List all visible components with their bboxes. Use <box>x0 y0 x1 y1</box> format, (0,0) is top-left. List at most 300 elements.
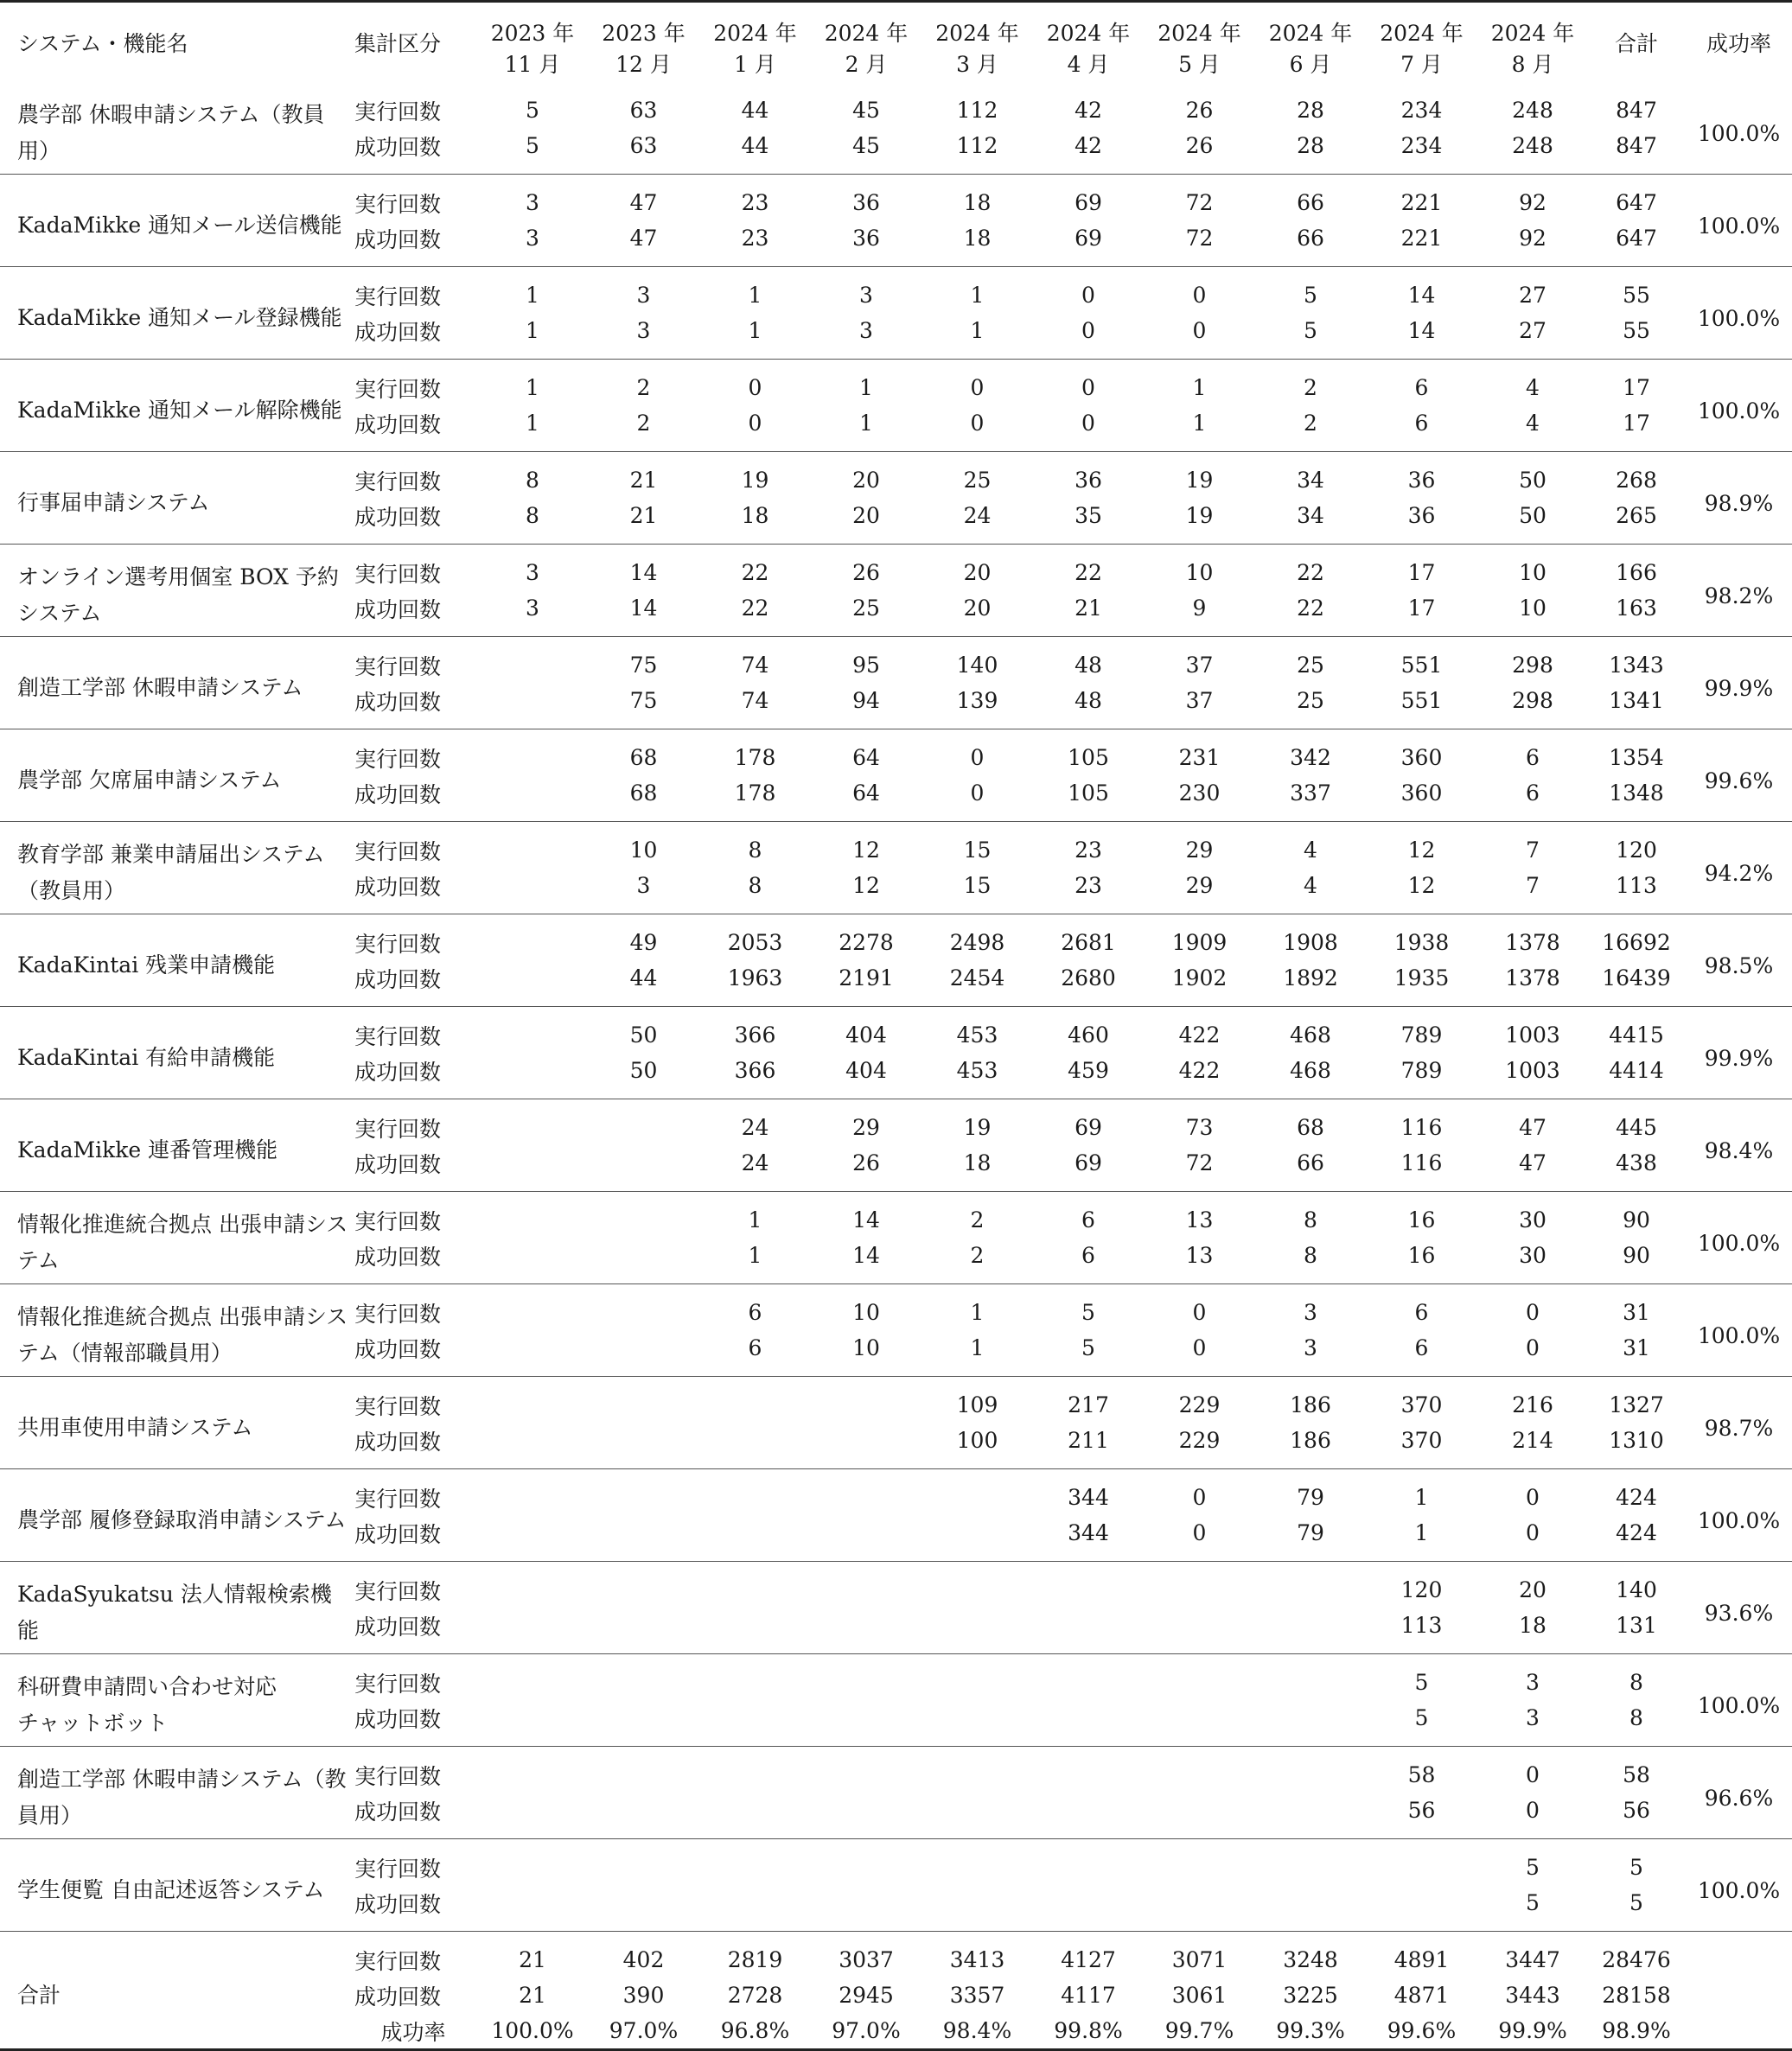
exec-count-cell: 23 <box>1075 838 1102 863</box>
exec-count-cell: 10 <box>1519 560 1546 585</box>
success-count-cell: 66 <box>1255 1145 1366 1192</box>
success-count-cell: 3 <box>588 313 699 360</box>
exec-count-cell: 0 <box>1192 1485 1207 1510</box>
exec-count-cell: 26 <box>1185 98 1214 123</box>
category-success-label: 成功回数 <box>349 683 477 729</box>
success-count-cell: 230 <box>1144 775 1255 822</box>
exec-count-cell: 25 <box>963 468 992 493</box>
exec-count-cell: 10 <box>1185 560 1214 585</box>
success-count-cell: 92 <box>1477 220 1588 267</box>
exec-count-cell: 105 <box>1068 745 1109 770</box>
exec-count-cell: 1938 <box>1393 930 1450 955</box>
success-count-cell <box>477 1515 588 1562</box>
exec-count-cell: 22 <box>741 560 769 585</box>
exec-count-cell: 8 <box>526 468 539 493</box>
category-exec-label: 実行回数 <box>354 1301 442 1327</box>
totals-row <box>0 1932 1792 1978</box>
success-count-cell: 36 <box>811 220 922 267</box>
monthly-success-rate-cell: 99.6% <box>1366 2013 1477 2050</box>
exec-count-cell: 26 <box>852 560 880 585</box>
total-exec-cell: 3413 <box>949 1947 1005 1972</box>
success-count-cell <box>477 1608 588 1654</box>
category-success-label: 成功回数 <box>349 1053 477 1099</box>
exec-count-cell <box>588 1654 699 1701</box>
system-name-cell: 創造工学部 休暇申請システム <box>0 637 349 729</box>
success-total-cell: 163 <box>1588 590 1685 637</box>
exec-count-cell: 366 <box>734 1022 776 1048</box>
exec-total-cell: 140 <box>1616 1577 1657 1602</box>
success-count-cell: 14 <box>588 590 699 637</box>
exec-count-cell: 789 <box>1400 1022 1443 1048</box>
system-name-cell: KadaMikke 通知メール登録機能 <box>0 267 349 360</box>
system-name-cell: KadaKintai 有給申請機能 <box>0 1007 349 1099</box>
exec-count-cell: 109 <box>956 1392 998 1417</box>
exec-count-cell <box>477 1562 588 1608</box>
exec-count-cell: 360 <box>1400 745 1443 770</box>
exec-total-cell: 1343 <box>1609 653 1664 678</box>
success-count-cell: 789 <box>1366 1053 1477 1099</box>
exec-count-cell: 50 <box>1519 468 1546 493</box>
total-success-cell: 3443 <box>1505 1983 1560 2008</box>
success-count-cell: 10 <box>1477 590 1588 637</box>
success-count-cell <box>811 1423 922 1469</box>
exec-count-cell <box>811 1469 922 1516</box>
exec-count-cell: 234 <box>1400 98 1443 123</box>
success-rate-cell: 100.0% <box>1685 1284 1792 1377</box>
success-count-cell: 75 <box>588 683 699 729</box>
exec-count-cell <box>588 1469 699 1516</box>
success-count-cell: 8 <box>477 498 588 545</box>
success-count-cell: 18 <box>1477 1608 1588 1654</box>
success-count-cell <box>699 1885 811 1932</box>
success-total-cell: 113 <box>1588 868 1685 914</box>
category-rate-label: 成功率 <box>349 2013 477 2050</box>
success-count-cell <box>477 1423 588 1469</box>
success-count-cell <box>477 1330 588 1377</box>
success-count-cell: 23 <box>1033 868 1144 914</box>
success-count-cell: 139 <box>922 683 1033 729</box>
success-rate-cell: 100.0% <box>1685 82 1792 175</box>
success-rate-cell: 100.0% <box>1685 1839 1792 1932</box>
exec-count-cell <box>1255 1747 1366 1793</box>
success-rate-cell: 100.0% <box>1685 1192 1792 1284</box>
category-exec-label: 実行回数 <box>354 191 442 217</box>
success-count-cell: 3 <box>1477 1700 1588 1747</box>
success-count-cell <box>477 1053 588 1099</box>
exec-count-cell: 342 <box>1290 745 1331 770</box>
exec-count-cell <box>477 822 588 869</box>
header-month: 12 月 <box>615 52 672 77</box>
exec-count-cell <box>588 1192 699 1239</box>
exec-count-cell <box>922 1654 1033 1701</box>
exec-count-cell: 19 <box>963 1115 992 1140</box>
success-count-cell <box>1255 1608 1366 1654</box>
exec-count-cell: 36 <box>1407 468 1436 493</box>
exec-count-cell: 0 <box>1526 1485 1540 1510</box>
success-count-cell: 35 <box>1033 498 1144 545</box>
category-success-label: 成功回数 <box>349 1608 477 1654</box>
exec-count-cell <box>588 1099 699 1146</box>
exec-count-cell: 298 <box>1512 653 1553 678</box>
exec-count-cell: 1 <box>748 283 762 308</box>
exec-count-cell: 0 <box>1192 283 1207 308</box>
exec-count-cell: 3 <box>526 190 539 215</box>
success-count-cell <box>922 1793 1033 1839</box>
monthly-success-rate-cell: 97.0% <box>588 2013 699 2050</box>
success-total-cell: 647 <box>1588 220 1685 267</box>
exec-count-cell: 25 <box>1297 653 1324 678</box>
header-month-year: 2024 年 <box>1157 21 1241 46</box>
exec-count-cell: 20 <box>963 560 992 585</box>
exec-count-cell: 2 <box>970 1207 985 1233</box>
success-count-cell: 12 <box>811 868 922 914</box>
success-count-cell: 112 <box>922 128 1033 175</box>
success-count-cell <box>477 1885 588 1932</box>
success-total-cell: 1341 <box>1588 683 1685 729</box>
success-rate-cell: 98.9% <box>1685 452 1792 545</box>
exec-count-cell <box>477 1007 588 1054</box>
system-name-cell: 農学部 休暇申請システム（教員用） <box>0 82 349 175</box>
exec-count-cell: 18 <box>963 190 992 215</box>
success-count-cell: 100 <box>922 1423 1033 1469</box>
system-name-cell: KadaSyukatsu 法人情報検索機能 <box>0 1562 349 1654</box>
system-name-cell: 創造工学部 休暇申請システム（教員用） <box>0 1747 349 1839</box>
category-exec-label: 実行回数 <box>354 561 442 587</box>
success-rate-cell: 98.5% <box>1685 914 1792 1007</box>
table-row <box>0 1562 1792 1608</box>
exec-total-cell: 31 <box>1623 1300 1650 1325</box>
success-count-cell: 17 <box>1366 590 1477 637</box>
success-count-cell: 0 <box>922 405 1033 452</box>
success-count-cell: 14 <box>1366 313 1477 360</box>
exec-count-cell <box>811 1377 922 1424</box>
success-count-cell: 6 <box>1366 405 1477 452</box>
exec-count-cell: 30 <box>1519 1207 1546 1233</box>
success-total-cell: 5 <box>1588 1885 1685 1932</box>
category-exec-label: 実行回数 <box>354 99 442 124</box>
exec-count-cell: 1 <box>748 1207 762 1233</box>
table-row <box>0 822 1792 869</box>
success-count-cell <box>477 775 588 822</box>
header-month-year: 2023 年 <box>602 21 686 46</box>
exec-count-cell <box>1144 1562 1255 1608</box>
table-row <box>0 1747 1792 1793</box>
category-success-label: 成功回数 <box>349 1330 477 1377</box>
success-count-cell: 360 <box>1366 775 1477 822</box>
success-count-cell <box>588 1515 699 1562</box>
exec-count-cell: 2 <box>636 375 651 400</box>
header-month: 8 月 <box>1511 52 1554 77</box>
success-count-cell: 221 <box>1366 220 1477 267</box>
success-count-cell: 459 <box>1033 1053 1144 1099</box>
grand-exec-total-cell: 28476 <box>1602 1947 1671 1972</box>
exec-count-cell: 1 <box>1414 1485 1429 1510</box>
success-count-cell: 1 <box>1144 405 1255 452</box>
success-count-cell: 72 <box>1144 220 1255 267</box>
exec-count-cell <box>588 1284 699 1331</box>
success-count-cell <box>588 1238 699 1284</box>
category-success-label: 成功回数 <box>349 775 477 822</box>
exec-count-cell: 19 <box>1185 468 1214 493</box>
exec-count-cell: 49 <box>629 930 658 955</box>
system-name-cell: 科研費申請問い合わせ対応 チャットボット <box>0 1654 349 1747</box>
success-count-cell <box>1033 1793 1144 1839</box>
success-count-cell: 18 <box>922 220 1033 267</box>
category-success-label: 成功回数 <box>349 128 477 175</box>
header-month: 2 月 <box>845 52 888 77</box>
success-count-cell: 6 <box>1366 1330 1477 1377</box>
monthly-success-rate-cell: 99.8% <box>1033 2013 1144 2050</box>
header-success-rate: 成功率 <box>1706 31 1771 56</box>
header-month-year: 2023 年 <box>490 21 575 46</box>
success-count-cell: 69 <box>1033 220 1144 267</box>
exec-count-cell <box>1033 1562 1144 1608</box>
success-rate-cell: 100.0% <box>1685 1654 1792 1747</box>
success-count-cell <box>922 1700 1033 1747</box>
total-exec-cell: 3071 <box>1171 1947 1228 1972</box>
success-count-cell: 23 <box>699 220 811 267</box>
success-count-cell: 22 <box>1255 590 1366 637</box>
success-count-cell: 20 <box>811 498 922 545</box>
success-count-cell <box>699 1423 811 1469</box>
exec-count-cell <box>699 1562 811 1608</box>
success-count-cell: 0 <box>1477 1515 1588 1562</box>
category-exec-label: 実行回数 <box>354 746 442 772</box>
system-name-cell: 情報化推進統合拠点 出張申請システム <box>0 1192 349 1284</box>
success-count-cell: 37 <box>1144 683 1255 729</box>
header-total: 合計 <box>1614 31 1658 56</box>
monthly-success-rate-cell: 99.3% <box>1255 2013 1366 2050</box>
system-name-cell: 農学部 欠席届申請システム <box>0 729 349 822</box>
success-rate-cell: 100.0% <box>1685 360 1792 452</box>
success-count-cell: 4 <box>1477 405 1588 452</box>
total-exec-cell: 3248 <box>1283 1947 1338 1972</box>
category-success-label: 成功回数 <box>349 405 477 452</box>
exec-count-cell <box>811 1562 922 1608</box>
success-count-cell: 113 <box>1366 1608 1477 1654</box>
success-count-cell: 366 <box>699 1053 811 1099</box>
header-month-year: 2024 年 <box>935 21 1019 46</box>
exec-count-cell: 69 <box>1075 1115 1102 1140</box>
success-count-cell: 30 <box>1477 1238 1588 1284</box>
exec-count-cell <box>477 1192 588 1239</box>
header-month-year: 2024 年 <box>1268 21 1353 46</box>
total-success-cell: 2728 <box>727 1983 783 2008</box>
success-count-cell <box>1033 1885 1144 1932</box>
exec-count-cell: 5 <box>1414 1670 1429 1695</box>
exec-count-cell: 2 <box>1304 375 1317 400</box>
exec-count-cell <box>477 637 588 684</box>
total-exec-cell: 2819 <box>727 1947 783 1972</box>
success-count-cell: 25 <box>1255 683 1366 729</box>
exec-count-cell <box>1366 1839 1477 1886</box>
exec-count-cell <box>1144 1654 1255 1701</box>
success-count-cell: 211 <box>1033 1423 1144 1469</box>
exec-count-cell <box>811 1839 922 1886</box>
table-body <box>0 82 1792 2050</box>
exec-count-cell: 74 <box>741 653 769 678</box>
success-count-cell: 16 <box>1366 1238 1477 1284</box>
exec-total-cell: 847 <box>1616 98 1657 123</box>
success-total-cell: 847 <box>1588 128 1685 175</box>
success-count-cell <box>588 1793 699 1839</box>
success-count-cell: 68 <box>588 775 699 822</box>
exec-count-cell <box>922 1839 1033 1886</box>
header-month: 7 月 <box>1400 52 1443 77</box>
table-row <box>0 545 1792 591</box>
table-row <box>0 267 1792 314</box>
category-success-label: 成功回数 <box>349 590 477 637</box>
success-count-cell: 5 <box>477 128 588 175</box>
exec-count-cell: 370 <box>1400 1392 1443 1417</box>
system-name-cell: 農学部 履修登録取消申請システム <box>0 1469 349 1562</box>
success-count-cell: 34 <box>1255 498 1366 545</box>
header-month: 6 月 <box>1289 52 1332 77</box>
exec-count-cell: 34 <box>1297 468 1324 493</box>
header-month: 1 月 <box>734 52 776 77</box>
exec-count-cell: 1 <box>1192 375 1207 400</box>
success-count-cell: 1 <box>699 1238 811 1284</box>
success-count-cell <box>1033 1608 1144 1654</box>
exec-count-cell: 1378 <box>1505 930 1560 955</box>
success-count-cell: 5 <box>1366 1700 1477 1747</box>
success-count-cell: 1892 <box>1255 960 1366 1007</box>
success-rate-cell: 99.9% <box>1685 637 1792 729</box>
success-count-cell <box>588 1608 699 1654</box>
exec-count-cell: 5 <box>1304 283 1317 308</box>
exec-count-cell: 6 <box>1526 745 1540 770</box>
success-count-cell <box>588 1423 699 1469</box>
exec-count-cell <box>699 1654 811 1701</box>
success-count-cell: 74 <box>699 683 811 729</box>
category-exec-label: 実行回数 <box>354 1023 442 1049</box>
exec-count-cell: 116 <box>1400 1115 1443 1140</box>
exec-count-cell: 1 <box>859 375 873 400</box>
category-exec-label: 実行回数 <box>354 931 442 957</box>
category-success-label: 成功回数 <box>349 1700 477 1747</box>
exec-count-cell: 0 <box>1081 283 1095 308</box>
table-header <box>0 2 1792 83</box>
system-name-cell: 情報化推進統合拠点 出張申請システム（情報部職員用） <box>0 1284 349 1377</box>
category-success-label: 成功回数 <box>349 498 477 545</box>
success-count-cell: 3 <box>477 220 588 267</box>
exec-total-cell: 8 <box>1629 1670 1643 1695</box>
success-count-cell <box>477 1238 588 1284</box>
success-rate-cell: 98.7% <box>1685 1377 1792 1469</box>
success-count-cell: 186 <box>1255 1423 1366 1469</box>
total-exec-cell: 21 <box>519 1947 546 1972</box>
exec-total-cell: 120 <box>1616 838 1657 863</box>
success-count-cell: 3 <box>477 590 588 637</box>
success-count-cell: 337 <box>1255 775 1366 822</box>
exec-count-cell: 27 <box>1519 283 1546 308</box>
header-month: 5 月 <box>1178 52 1221 77</box>
success-count-cell: 0 <box>1144 1330 1255 1377</box>
monthly-success-rate-cell: 97.0% <box>811 2013 922 2050</box>
success-count-cell: 18 <box>699 498 811 545</box>
total-success-cell: 3061 <box>1171 1983 1228 2008</box>
success-count-cell: 0 <box>922 775 1033 822</box>
exec-count-cell: 22 <box>1075 560 1102 585</box>
success-count-cell: 178 <box>699 775 811 822</box>
exec-count-cell <box>477 1469 588 1516</box>
exec-count-cell <box>588 1377 699 1424</box>
header-month-year: 2024 年 <box>1046 21 1131 46</box>
success-count-cell: 50 <box>588 1053 699 1099</box>
exec-count-cell <box>922 1469 1033 1516</box>
success-count-cell: 3 <box>588 868 699 914</box>
category-success-label: 成功回数 <box>349 220 477 267</box>
success-count-cell: 2454 <box>922 960 1033 1007</box>
category-success-label: 成功回数 <box>349 1238 477 1284</box>
exec-count-cell: 178 <box>734 745 776 770</box>
category-success-label: 成功回数 <box>349 1793 477 1839</box>
success-count-cell: 6 <box>699 1330 811 1377</box>
success-count-cell: 298 <box>1477 683 1588 729</box>
exec-count-cell: 44 <box>741 98 769 123</box>
system-name-cell: 教育学部 兼業申請届出システム（教員用） <box>0 822 349 914</box>
table-row <box>0 360 1792 406</box>
success-count-cell: 22 <box>699 590 811 637</box>
success-total-cell: 131 <box>1588 1608 1685 1654</box>
exec-count-cell: 1 <box>970 1300 985 1325</box>
header-category: 集計区分 <box>354 31 442 56</box>
exec-count-cell: 21 <box>629 468 658 493</box>
success-count-cell: 1902 <box>1144 960 1255 1007</box>
success-count-cell: 72 <box>1144 1145 1255 1192</box>
success-count-cell: 24 <box>699 1145 811 1192</box>
success-count-cell <box>811 1793 922 1839</box>
success-count-cell <box>588 1145 699 1192</box>
success-count-cell: 1003 <box>1477 1053 1588 1099</box>
success-count-cell <box>811 1515 922 1562</box>
success-count-cell: 3 <box>811 313 922 360</box>
exec-count-cell: 404 <box>845 1022 887 1048</box>
success-count-cell: 2680 <box>1033 960 1144 1007</box>
exec-count-cell <box>699 1469 811 1516</box>
success-count-cell <box>477 1700 588 1747</box>
exec-count-cell: 63 <box>629 98 658 123</box>
success-count-cell: 234 <box>1366 128 1477 175</box>
success-count-cell: 1 <box>922 1330 1033 1377</box>
success-count-cell: 29 <box>1144 868 1255 914</box>
success-rate-cell: 99.9% <box>1685 1007 1792 1099</box>
totals-label: 合計 <box>0 1932 349 2050</box>
success-count-cell <box>1255 1885 1366 1932</box>
exec-count-cell: 50 <box>629 1022 658 1048</box>
success-count-cell: 1 <box>477 405 588 452</box>
exec-count-cell <box>477 1377 588 1424</box>
exec-count-cell: 75 <box>629 653 658 678</box>
success-count-cell: 1 <box>477 313 588 360</box>
success-count-cell: 4 <box>1255 868 1366 914</box>
exec-count-cell: 36 <box>1075 468 1102 493</box>
exec-total-cell: 17 <box>1623 375 1650 400</box>
success-count-cell: 468 <box>1255 1053 1366 1099</box>
success-count-cell: 18 <box>922 1145 1033 1192</box>
exec-count-cell: 0 <box>1526 1762 1540 1787</box>
exec-total-cell: 445 <box>1616 1115 1657 1140</box>
success-count-cell: 94 <box>811 683 922 729</box>
success-count-cell <box>699 1700 811 1747</box>
success-count-cell: 66 <box>1255 220 1366 267</box>
success-count-cell: 404 <box>811 1053 922 1099</box>
exec-count-cell: 8 <box>748 838 762 863</box>
success-count-cell: 50 <box>1477 498 1588 545</box>
success-count-cell: 1 <box>1366 1515 1477 1562</box>
success-count-cell <box>811 1885 922 1932</box>
success-total-cell: 17 <box>1588 405 1685 452</box>
